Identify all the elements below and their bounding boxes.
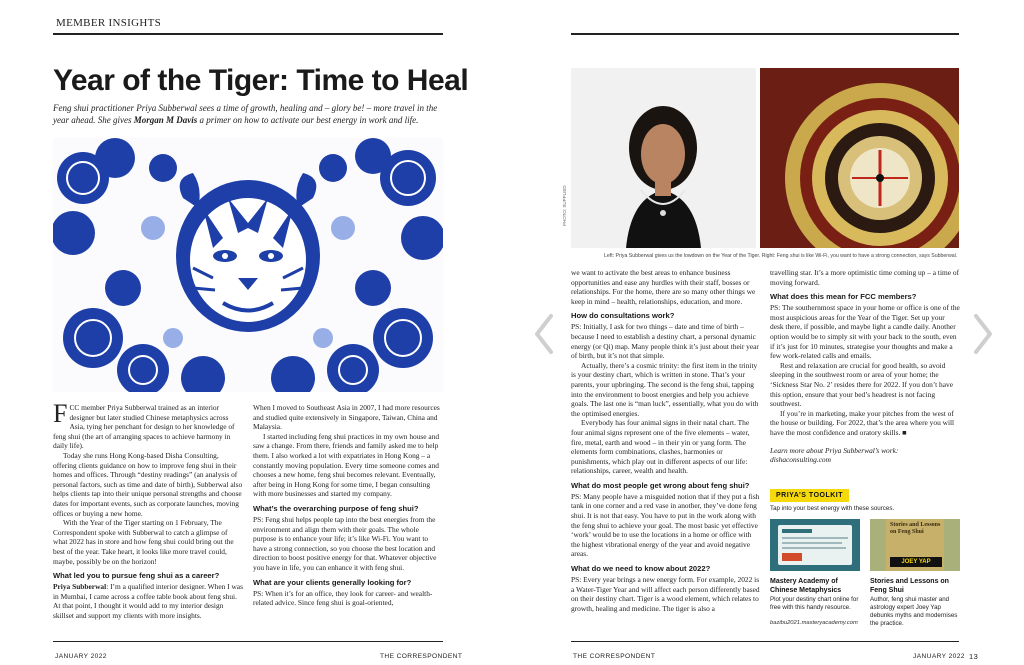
header-rule	[571, 33, 959, 35]
learn-more-link[interactable]: Learn more about Priya Subberwal’s work: dishaconsulting.com	[770, 445, 899, 465]
drop-cap: F	[53, 399, 68, 428]
page-number: 13	[969, 652, 979, 661]
feng-shui-book-image	[870, 519, 960, 571]
answer: PS: Every year brings a new energy form. For example, 2022 is a Water-Tiger Year and will affect each person differently based on their destiny chart. Tiger is a wood element, which relates to growth, healing and medicine. The tiger is also a	[571, 575, 760, 613]
footer-date: JANUARY 2022	[55, 653, 107, 660]
question-heading: What do most people get wrong about feng shui?	[571, 480, 750, 490]
answer: PS: Initially, I ask for two things – date and time of birth – because I need to establish a destiny chart, a personal dynamic energy (or Qi) map. Many people think it’s just about their year of birth, but it’s not that simple.	[571, 322, 759, 361]
toolkit-item-url[interactable]: bazibu2021.masteryacademy.com	[770, 620, 858, 626]
paragraph: I started including feng shui practices in my own house and saw a change. From there, friends and family asked me to help them. I also worked a lot with expatriates in Hong Kong – a constantly moving population. Every time someone comes and chooses a new home, feng shui becomes relevant. Eventually, after being in Hong Kong for some time, I began consulting with more businesses and started my company.	[253, 431, 440, 499]
book-title: Stories and Lessons on Feng Shui	[890, 522, 941, 535]
answer: PS: Many people have a misguided notion that if they put a fish tank in one corner and a red vase in another, they’ve done feng shui. It is not that easy. You have to put in the work along with the feng shui to achieve your goal. The most basic yet effective ‘work’ would be to use the locations in a home or office with the highest vibrational energy of the year and avoid negative areas.	[571, 491, 760, 559]
question-heading: What does this mean for FCC members?	[770, 292, 917, 302]
article-deck: Feng shui practitioner Priya Subberwal sees a time of growth, healing and – glory be! – more travel in the year ahead. She gives Morgan M Davis a primer on how to activate our best energy in work and life.	[53, 103, 438, 125]
footer-publication: THE CORRESPONDENT	[380, 653, 463, 660]
article-title: Year of the Tiger: Time to Heal	[53, 64, 469, 97]
left-column-1: FCC member Priya Subberwal trained as an interior designer but later studied Chinese metaphysics across Asia, tying her penchant for design to her knowledge of feng shui (the art of arranging spaces to achieve harmony in daily life). Today she runs Hong Kong-based Disha Consulting, offering clients guidance on how to improve feng shui in their homes and offices. Through “destiny readings” (an analysis of personal factors, such as time and date of birth), Subberwal also helps clients tap into their unique personal strengths and choose dates for important events, such as corporate launches, moving offices or buying a new home. With the Year of the Tiger starting on 1 February, The Correspondent spoke with Subberwal to catch a glimpse of what 2022 has in store and how feng shui could bring out the best of the year. Take heart, it looks like more travel could, maybe, possibly be on the horizon! What led you to pursue feng shui as a career? Priya Subberwal: I’m a qualified interior designer. When I was in Mumbai, I came across a coffee table book about feng shui. At that point, I thought it would add to my interior design skillset and support my clients with more insights.	[53, 399, 243, 620]
answer: Priya Subberwal: I’m a qualified interior designer. When I was in Mumbai, I came across a coffee table book about feng shui. At that point, I thought it would add to my interior design skillset and support my clients with more insights.	[53, 582, 243, 620]
footer-publication: THE CORRESPONDENT	[573, 653, 656, 660]
answer: PS: The southernmost space in your home or office is one of the most auspicious areas for the Year of the Tiger. Set up your desk there, if possible, and maybe light a candle daily. Another option would be to simply sit with your back to the south, even if it’s just for 10 minutes, strategise your thoughts and make a few work-related calls and emails.	[770, 303, 960, 361]
book-author: JOEY YAP	[890, 557, 942, 567]
answer: PS: When it’s for an office, they look for career- and wealth-related advice. Since feng shui is goal-oriented,	[253, 588, 433, 608]
paragraph: we want to activate the best areas to enhance business opportunities and ease any hurdles with their staff, bosses or relationships. For the home, there are so many other things we keep in mind – health, relationships, education, and more.	[571, 268, 756, 306]
right-column-2	[770, 268, 960, 465]
answer: PS: Feng shui helps people tap into the best energies from the environment and align them with their goals. The whole purpose is to enhance your life; it’s like Wi-Fi. You want to have a strong connection, so you choose the best location and direction to boost positive energy for that. Whatever objective you have in life, you can enhance it with feng shui.	[253, 514, 437, 572]
question-heading: What are your clients generally looking for?	[253, 577, 412, 587]
left-column-2	[253, 403, 443, 608]
toolkit-item-title: Stories and Lessons on Feng Shui	[870, 578, 949, 594]
paragraph: With the Year of the Tiger starting on 1 February, The Correspondent spoke with Subberwal to catch a glimpse of what 2022 has in store and how feng shui could bring out the best of the year. Take heart, it looks like more travel could, maybe, possibly be on the horizon!	[53, 518, 234, 566]
paragraph: Today she runs Hong Kong-based Disha Consulting, offering clients guidance on how to improve feng shui in their homes and offices. Through “destiny readings” (an analysis of personal factors, such as time and date of birth), Subberwal also helps clients tap into their unique personal strengths and choose dates for important events, such as corporate launches, moving offices or buying a new home.	[53, 450, 243, 518]
header-rule	[53, 33, 443, 35]
question-heading: What’s the overarching purpose of feng shui?	[253, 503, 419, 513]
footer-rule	[571, 641, 959, 642]
footer-date: JANUARY 2022	[913, 653, 965, 660]
photo-credit: PHOTO: SUPPLIED	[562, 185, 567, 226]
toolkit-item-title: Mastery Academy of Chinese Metaphysics	[770, 578, 842, 594]
paragraph: When I moved to Southeast Asia in 2007, I had more resources and studied quite extensively in Singapore, Taiwan, China and Malaysia.	[253, 403, 440, 432]
toolkit-item-body: Plot your destiny chart online for free with this handy resource.	[770, 596, 859, 611]
question-heading: How do consultations work?	[571, 311, 675, 321]
paragraph: If you’re in marketing, make your pitches from the west of the house or building. For 2022, that’s the area where you will have the most confidence and oratory skills. ■	[770, 408, 955, 437]
toolkit-badge: PRIYA’S TOOLKIT	[770, 489, 849, 502]
portrait-photo	[571, 68, 756, 248]
question-heading: What do we need to know about 2022?	[571, 564, 711, 574]
paragraph: Actually, there’s a cosmic trinity: the first item in the trinity is your destiny chart, which is written in stone. That’s your parents, your upbringing. The second is the feng shui, tapping into the environment to boost energies and help you achieve goals. The last one is “man luck”, essentially, what you do with the optimised energies.	[571, 360, 759, 418]
paragraph: Everybody has four animal signs in their natal chart. The four animal signs represent one of the five elements – water, fire, metal, earth and wood – in their yin or yang form. The elements form combinations, clashes, harmonies or punishments, which play out in different aspects of our life: relationships, career, wealth and health.	[571, 418, 750, 476]
toolkit-item-body: Author, feng shui master and astrology expert Joey Yap debunks myths and modernises the practice.	[870, 596, 958, 627]
paragraph: travelling star. It’s a more optimistic time coming up – a time of moving forward.	[770, 268, 960, 287]
tiger-illustration	[53, 138, 443, 392]
photo-caption: Left: Priya Subberwal gives us the lowdown on the Year of the Tiger. Right: Feng shui is like Wi-Fi, you want to have a strong connection, says Subberwal.	[604, 253, 958, 259]
question-heading: What led you to pursue feng shui as a career?	[53, 571, 220, 581]
previous-page-arrow-icon[interactable]	[533, 314, 555, 354]
next-page-arrow-icon[interactable]	[972, 314, 994, 354]
section-label: MEMBER INSIGHTS	[56, 17, 162, 29]
toolkit-intro: Tap into your best energy with these sources.	[770, 505, 895, 512]
right-column-1	[571, 268, 761, 613]
mastery-academy-image	[770, 519, 860, 571]
compass-photo	[760, 68, 959, 248]
deck-author: Morgan M Davis	[133, 115, 198, 125]
footer-rule	[53, 641, 443, 642]
paragraph: Rest and relaxation are crucial for good health, so avoid sleeping in the southwest room or area of your home; the ‘Sickness Star No. 2’ resides there for 2022. If you don’t have this option, ensure that your bed’s headrest is not facing southwest.	[770, 360, 954, 409]
